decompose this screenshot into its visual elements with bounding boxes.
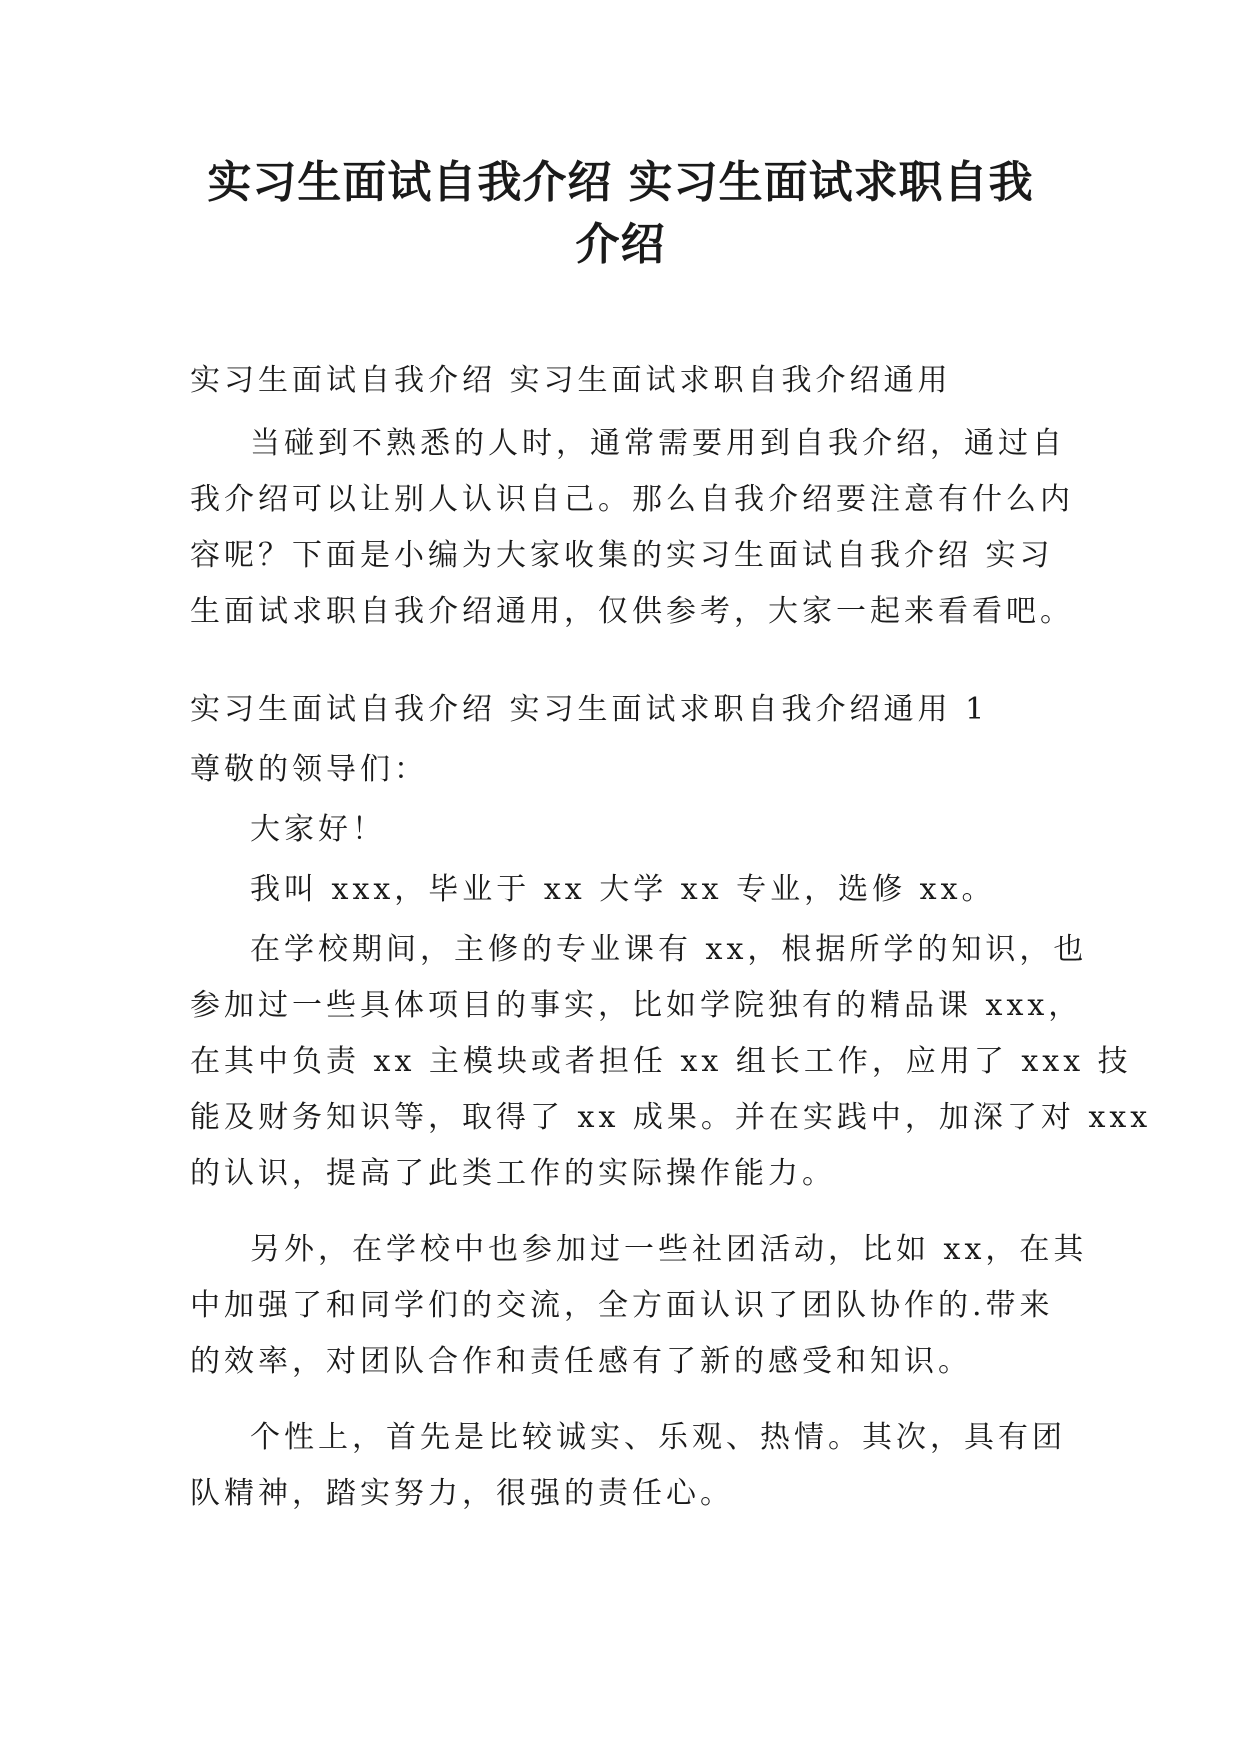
para4-line-2: 队精神，踏实努力，很强的责任心。 (190, 1476, 734, 1511)
section-heading: 实习生面试自我介绍 实习生面试求职自我介绍通用 1 (190, 692, 989, 727)
para2-line-4: 能及财务知识等，取得了 xx 成果。并在实践中，加深了对 xxx (190, 1100, 1152, 1135)
para1: 我叫 xxx，毕业于 xx 大学 xx 专业，选修 xx。 (250, 872, 996, 907)
para2-line-5: 的认识，提高了此类工作的实际操作能力。 (190, 1156, 836, 1191)
document-title-line-1: 实习生面试自我介绍 实习生面试求职自我 (207, 157, 1034, 208)
salutation: 尊敬的领导们： (190, 752, 428, 787)
intro-line-2: 我介绍可以让别人认识自己。那么自我介绍要注意有什么内 (190, 482, 1074, 517)
document-title-line-2: 介绍 (575, 219, 666, 270)
para2-line-3: 在其中负责 xx 主模块或者担任 xx 组长工作，应用了 xxx 技 (190, 1044, 1132, 1079)
para3-line-2: 中加强了和同学们的交流，全方面认识了团队协作的.带来 (190, 1288, 1054, 1323)
para3-line-3: 的效率，对团队合作和责任感有了新的感受和知识。 (190, 1344, 972, 1379)
para3-line-1: 另外，在学校中也参加过一些社团活动，比如 xx，在其 (250, 1232, 1088, 1267)
intro-line-3: 容呢？下面是小编为大家收集的实习生面试自我介绍 实习 (190, 538, 1054, 573)
para2-line-1: 在学校期间，主修的专业课有 xx，根据所学的知识，也 (250, 932, 1088, 967)
intro-line-1: 当碰到不熟悉的人时，通常需要用到自我介绍，通过自 (250, 426, 1066, 461)
document-subtitle: 实习生面试自我介绍 实习生面试求职自我介绍通用 (190, 363, 952, 398)
para2-line-2: 参加过一些具体项目的事实，比如学院独有的精品课 xxx， (190, 988, 1083, 1023)
greeting: 大家好！ (250, 812, 386, 847)
intro-line-4: 生面试求职自我介绍通用，仅供参考，大家一起来看看吧。 (190, 594, 1074, 629)
para4-line-1: 个性上，首先是比较诚实、乐观、热情。其次，具有团 (250, 1420, 1066, 1455)
